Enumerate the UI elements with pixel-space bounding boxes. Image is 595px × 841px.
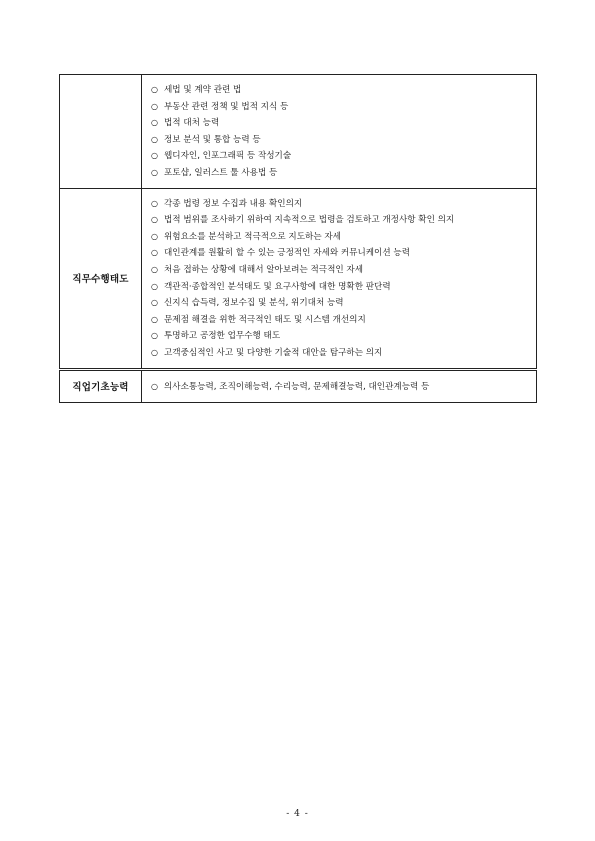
circle-bullet-icon: ○ [151,381,158,391]
list-item [151,229,536,246]
circle-bullet-icon: ○ [151,347,158,357]
list-item-text: 신지식 습득력, 정보수집 및 분석, 위기대처 능력 [164,298,344,309]
list-item [151,328,536,345]
list-item [151,212,536,229]
knowledge-list [142,75,536,188]
list-item [151,115,536,132]
list-item-text: 포토샵, 일러스트 툴 사용법 등 [164,167,278,178]
list-item-text: 투명하고 공정한 업무수행 태도 [164,331,281,342]
list-item-text: 정보 분석 및 통합 능력 등 [164,134,261,145]
list-item [151,295,536,312]
circle-bullet-icon: ○ [151,331,158,341]
basic-competency-list [142,371,536,402]
circle-bullet-icon: ○ [151,264,158,274]
row-label [60,75,142,189]
circle-bullet-icon: ○ [151,281,158,291]
competency-table [59,74,537,403]
list-item-text: 문제점 해결을 위한 적극적인 태도 및 시스템 개선의지 [164,314,366,325]
list-item-text: 객관적·종합적인 분석태도 및 요구사항에 대한 명확한 판단력 [164,281,391,292]
circle-bullet-icon: ○ [151,134,158,144]
list-item [151,279,536,296]
list-item-text: 각종 법령 정보 수집과 내용 확인의지 [164,198,303,209]
list-item-text: 대인관계를 원활히 할 수 있는 긍정적인 자세와 커뮤니케이션 능력 [164,248,410,259]
attitude-list [142,189,536,368]
list-item [151,132,536,149]
circle-bullet-icon: ○ [151,167,158,177]
circle-bullet-icon: ○ [151,248,158,258]
list-item [151,378,536,396]
list-item-text: 고객중심적인 사고 및 다양한 기술적 대안을 탐구하는 의지 [164,347,383,358]
row-content [142,369,537,402]
list-item [151,262,536,279]
list-item [151,345,536,362]
circle-bullet-icon: ○ [151,101,158,111]
circle-bullet-icon: ○ [151,85,158,94]
list-item-text: 법적 대처 능력 [164,118,220,129]
circle-bullet-icon: ○ [151,151,158,161]
list-item [151,165,536,182]
circle-bullet-icon: ○ [151,198,158,208]
circle-bullet-icon: ○ [151,215,158,225]
row-label-attitude: 직무수행태도 [60,188,142,369]
list-item [151,148,536,165]
list-item-text: 부동산 관련 정책 및 법적 지식 등 [164,101,289,112]
list-item-text: 의사소통능력, 조직이해능력, 수리능력, 문제해결능력, 대인관계능력 등 [164,381,430,392]
circle-bullet-icon: ○ [151,314,158,324]
table-row-basic-competency [60,369,537,402]
table-row-attitude [60,188,537,369]
circle-bullet-icon: ○ [151,118,158,128]
list-item-text: 위험요소를 분석하고 적극적으로 지도하는 자세 [164,231,341,242]
list-item [151,99,536,116]
table-row-knowledge [60,75,537,189]
list-item [151,312,536,329]
circle-bullet-icon: ○ [151,231,158,241]
circle-bullet-icon: ○ [151,298,158,308]
list-item-text: 웹디자인, 인포그래픽 등 작성기술 [164,151,292,162]
row-content [142,188,537,369]
list-item-text: 법적 범위를 조사하기 위하여 지속적으로 법령을 검토하고 개정사항 확인 의지 [164,215,455,226]
list-item-text: 처음 접하는 상황에 대해서 알아보려는 적극적인 자세 [164,264,364,275]
list-item-text: 세법 및 계약 관련 법 [164,85,242,95]
list-item [151,82,536,99]
row-label-basic-competency: 직업기초능력 [60,369,142,402]
list-item [151,196,536,213]
page-number: - 4 - [286,809,309,819]
row-content [142,75,537,189]
list-item [151,245,536,262]
